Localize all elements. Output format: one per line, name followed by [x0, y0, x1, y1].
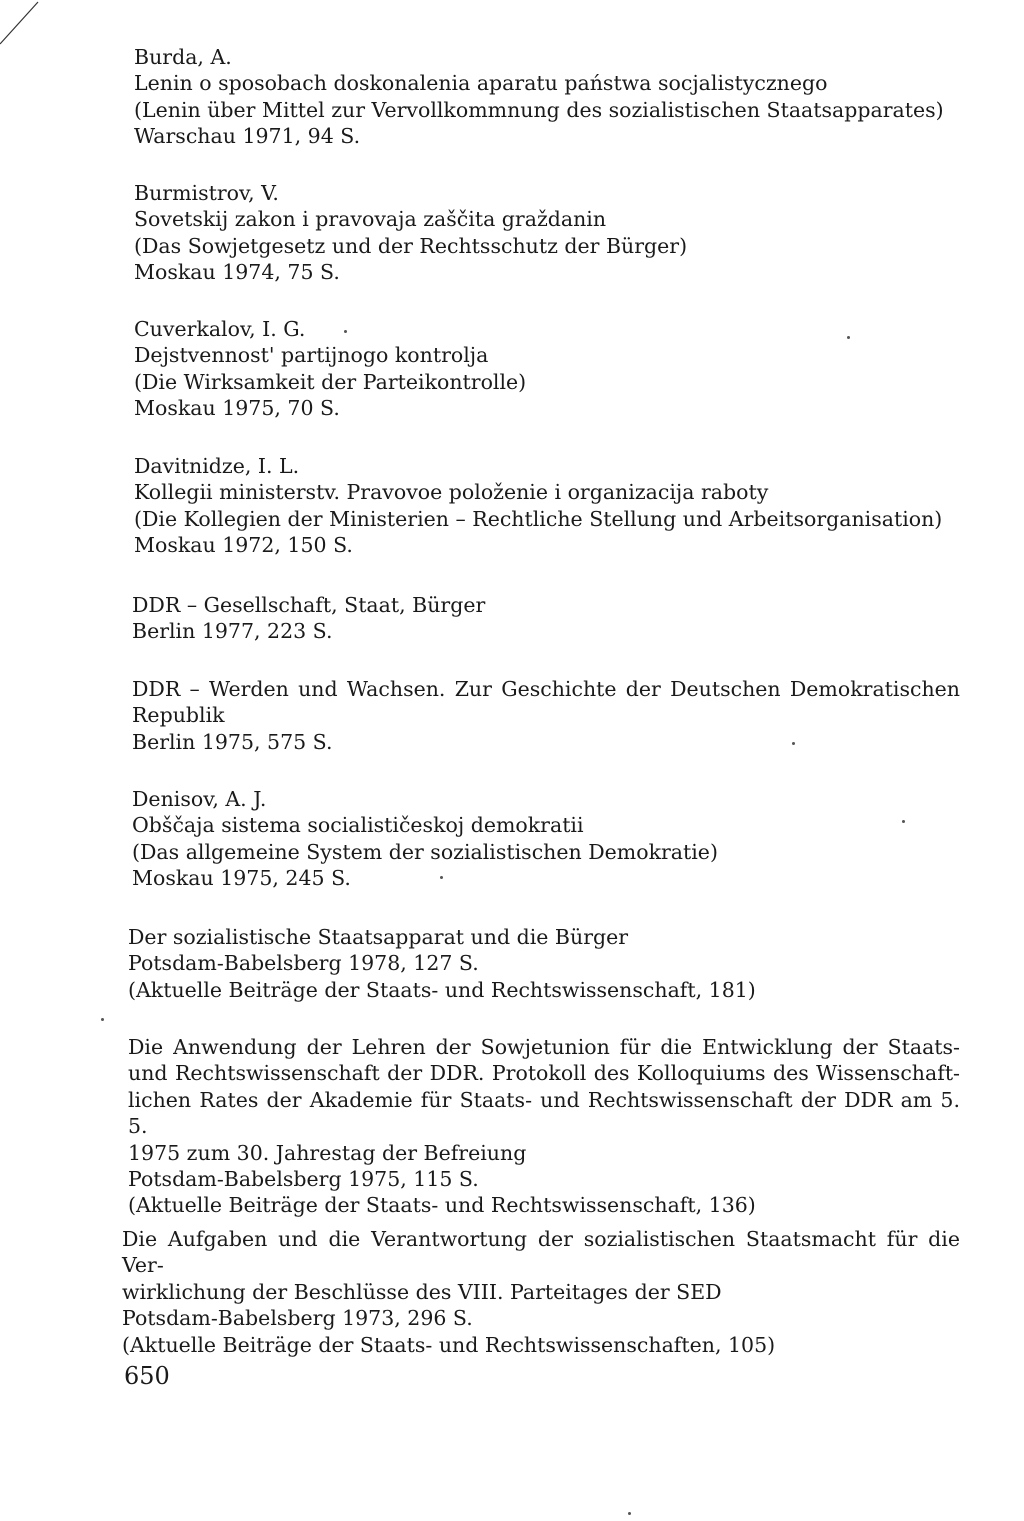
- entry-publication: Berlin 1977, 223 S.: [132, 619, 333, 644]
- bibliography-entry-denisov: [128, 786, 960, 892]
- scan-speck: [344, 330, 347, 333]
- entry-publication: Potsdam-Babelsberg 1973, 296 S.: [122, 1306, 473, 1331]
- entry-author: Cuverkalov, I. G.: [134, 317, 306, 341]
- scan-speck: [902, 820, 905, 823]
- scan-speck: [792, 742, 795, 745]
- bibliography-entry-burmistrov: [128, 180, 960, 286]
- entry-series: (Aktuelle Beiträge der Staats- und Rechtswissenschaft, 136): [128, 1193, 756, 1218]
- entry-translation: (Lenin über Mittel zur Vervollkommnung des sozialistischen Staatsapparates): [134, 97, 944, 122]
- entry-title-continued: Republik: [132, 703, 225, 728]
- entry-publication: Berlin 1975, 575 S.: [132, 729, 333, 754]
- entry-translation: (Die Kollegien der Ministerien – Rechtliche Stellung und Arbeitsorganisation): [134, 506, 943, 531]
- entry-series: (Aktuelle Beiträge der Staats- und Rechtswissenschaft, 181): [128, 977, 756, 1002]
- scan-edge-mark: [0, 0, 40, 45]
- entry-title: Der sozialistische Staatsapparat und die Bürger: [128, 925, 629, 949]
- scan-speck: [847, 336, 850, 339]
- entry-author: Davitnidze, I. L.: [134, 454, 300, 478]
- bibliography-entry-aufgaben: [122, 1226, 960, 1358]
- entry-title: Die Anwendung der Lehren der Sowjetunion für die Entwicklung der Staats-: [128, 1035, 960, 1059]
- bibliography-entry-davitnidze: [128, 453, 960, 559]
- entry-translation: (Das allgemeine System der sozialistischen Demokratie): [132, 839, 718, 864]
- entry-title: Kollegii ministerstv. Pravovoe položenie i organizacija raboty: [134, 480, 769, 505]
- scan-speck: [628, 1512, 631, 1515]
- entry-title: Die Aufgaben und die Verantwortung der sozialistischen Staatsmacht für die Ver-: [122, 1227, 960, 1278]
- bibliography-entry-ddr-gesellschaft: [128, 592, 960, 645]
- entry-title: DDR – Gesellschaft, Staat, Bürger: [132, 593, 486, 617]
- entry-translation: (Das Sowjetgesetz und der Rechtsschutz der Bürger): [134, 233, 688, 258]
- entry-title-continued: lichen Rates der Akademie für Staats- und Rechtswissenschaft der DDR am 5. 5.: [128, 1087, 960, 1139]
- bibliography-entry-ddr-werden: [128, 676, 960, 755]
- entry-author: Burda, A.: [134, 45, 232, 69]
- entry-publication: Warschau 1971, 94 S.: [134, 124, 361, 149]
- entry-author: Denisov, A. J.: [132, 787, 267, 811]
- bibliography-entry-burda: [128, 44, 960, 150]
- entry-title-continued: 1975 zum 30. Jahrestag der Befreiung: [128, 1140, 527, 1165]
- entry-title-continued: und Rechtswissenschaft der DDR. Protokoll des Kolloquiums des Wissenschaft-: [128, 1061, 960, 1086]
- entry-publication: Potsdam-Babelsberg 1978, 127 S.: [128, 951, 479, 976]
- entry-title-continued: wirklichung der Beschlüsse des VIII. Parteitages der SED: [122, 1279, 722, 1304]
- entry-title: Dejstvennost' partijnogo kontrolja: [134, 343, 489, 368]
- entry-publication: Moskau 1972, 150 S.: [134, 533, 353, 558]
- page-number: 650: [124, 1362, 170, 1390]
- entry-translation: (Die Wirksamkeit der Parteikontrolle): [134, 369, 527, 394]
- entry-series: (Aktuelle Beiträge der Staats- und Rechtswissenschaften, 105): [122, 1332, 776, 1357]
- entry-publication: Moskau 1975, 70 S.: [134, 396, 340, 421]
- entry-title: Lenin o sposobach doskonalenia aparatu państwa socjalistycznego: [134, 71, 828, 96]
- bibliography-entry-staatsapparat: [128, 924, 960, 1003]
- entry-title: DDR – Werden und Wachsen. Zur Geschichte der Deutschen Demokratischen: [132, 677, 960, 701]
- scan-speck: [440, 876, 443, 879]
- entry-publication: Moskau 1974, 75 S.: [134, 260, 340, 285]
- entry-title: Sovetskij zakon i pravovaja zaščita graždanin: [134, 207, 607, 232]
- entry-publication: Potsdam-Babelsberg 1975, 115 S.: [128, 1167, 479, 1192]
- bibliography-entry-cuverkalov: [128, 316, 960, 422]
- entry-title: Obščaja sistema socialističeskoj demokratii: [132, 813, 584, 838]
- scan-speck: [101, 1018, 104, 1021]
- entry-publication: Moskau 1975, 245 S.: [132, 866, 351, 891]
- bibliography-entry-anwendung: [128, 1034, 960, 1219]
- entry-author: Burmistrov, V.: [134, 181, 279, 205]
